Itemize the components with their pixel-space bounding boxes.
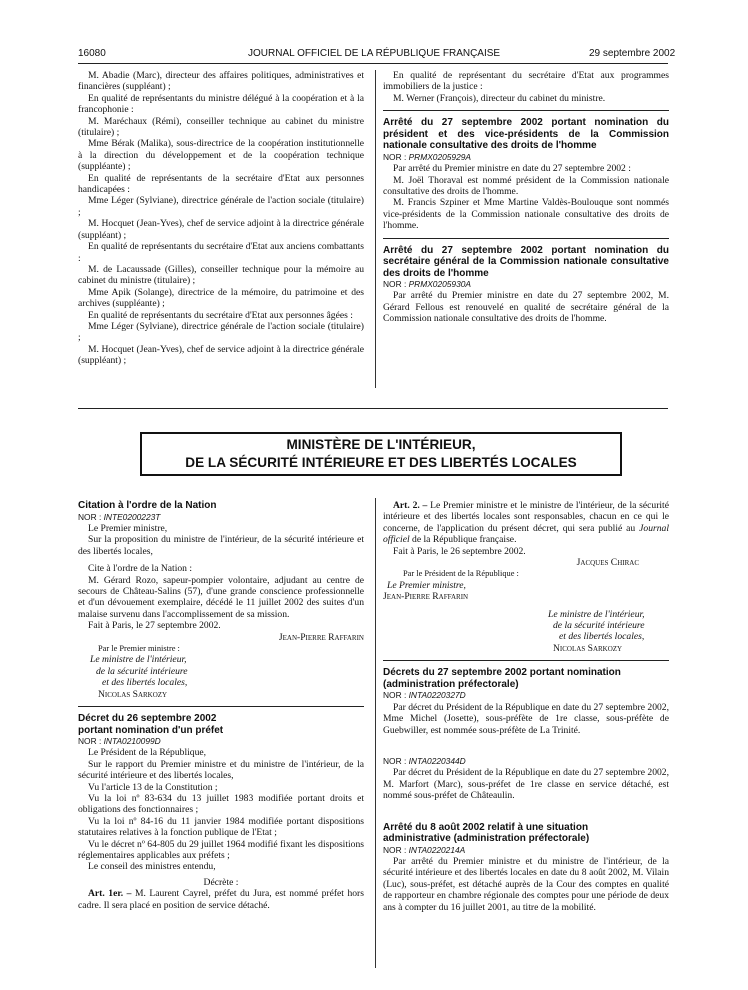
paragraph: M. de Lacaussade (Gilles), conseiller technique pour la mémoire au cabinet du ministre (titulaire) ; xyxy=(78,263,364,287)
signature-role: Le Premier ministre, xyxy=(387,579,466,591)
paragraph: En qualité de représentants du secrétaire d'Etat aux anciens combattants : xyxy=(78,241,364,264)
nor-reference: NOR : PRMX0205929A xyxy=(383,151,471,162)
signature-role: de la sécurité intérieure xyxy=(553,620,645,632)
signature-intro: Par le Président de la République : xyxy=(403,569,519,579)
section-rule xyxy=(383,660,669,661)
paragraph: Vu la loi nº 84-16 du 11 janvier 1984 modifiée portant dispositions statutaires relatives à la fonction publique de l'Etat ; xyxy=(78,815,364,839)
ministry-line-2: DE LA SÉCURITÉ INTÉRIEURE ET DES LIBERTÉS LOCALES xyxy=(185,455,577,470)
signature-role: Le ministre de l'intérieur, xyxy=(90,654,187,666)
page-number: 16080 xyxy=(78,48,106,59)
signatory: Nicolas Sarkozy xyxy=(98,688,168,700)
paragraph: M. Gérard Rozo, sapeur-pompier volontaire, adjudant au centre de secours de Château-Salins (57), d'une grande conscience professionnelle et d'un dévouement exemplaire, décédé le 11 juillet 2002 des suites d'un malaise survenu dans l'accomplissement de sa mission. xyxy=(78,574,364,620)
section-rule xyxy=(78,706,364,707)
paragraph: M. Hocquet (Jean-Yves), chef de service adjoint à la directrice générale (suppléant) ; xyxy=(78,218,364,241)
signatory: Jean-Pierre Raffarin xyxy=(383,591,469,603)
article-2: Art. 2. – Le Premier ministre et le ministre de l'intérieur, de la sécurité intérieure et des libertés locales sont responsables, chacun en ce qui le concerne, de l'application du présent décret, qui sera publié au Journal officiel de la République française. xyxy=(383,500,669,546)
paragraph: Le Premier ministre, xyxy=(88,522,168,534)
paragraph: Sur la proposition du ministre de l'intérieur, de la sécurité intérieure et des libertés locales, xyxy=(78,534,364,557)
top-right-column xyxy=(383,70,669,325)
header-rule xyxy=(78,63,668,64)
paragraph: M. Werner (François), directeur du cabinet du ministre. xyxy=(393,92,606,104)
paragraph: M. Francis Szpiner et Mme Martine Valdès-Boulouque sont nommés vice-présidents de la Commission nationale consultative des droits de l'homme. xyxy=(383,197,669,232)
nor-reference: NOR : INTA0220344D xyxy=(383,755,466,766)
paragraph: Par arrêté du Premier ministre en date du 27 septembre 2002 : xyxy=(393,163,631,175)
section-rule xyxy=(383,110,669,111)
arrete-title: administrative (administration préfectorale) xyxy=(383,833,590,845)
paragraph: Fait à Paris, le 26 septembre 2002. xyxy=(393,545,526,557)
paragraph: M. Joël Thoraval est nommé président de la Commission nationale consultative des droits de l'homme. xyxy=(383,174,669,197)
signatory: Nicolas Sarkozy xyxy=(553,642,623,654)
decret-title: Décret du 26 septembre 2002 xyxy=(78,713,217,724)
paragraph: En qualité de représentants du ministre délégué à la coopération et à la francophonie : xyxy=(78,92,364,116)
paragraph: Vu la loi nº 83-634 du 13 juillet 1983 modifiée portant droits et obligations des fonctionnaires ; xyxy=(78,793,364,816)
top-left-column xyxy=(78,70,364,367)
signature-role: et des libertés locales, xyxy=(102,677,188,689)
signature-intro: Par le Premier ministre : xyxy=(98,643,180,653)
article-1: Art. 1er. – M. Laurent Cayrel, préfet du Jura, est nommé préfet hors cadre. Il sera placé en position de service détaché. xyxy=(78,888,364,911)
section-rule xyxy=(78,408,668,409)
column-divider xyxy=(375,70,376,388)
paragraph: Mme Léger (Sylviane), directrice générale de l'action sociale (titulaire) ; xyxy=(78,195,364,218)
nor-reference: NOR : INTA0220327D xyxy=(383,690,466,701)
paragraph: M. Hocquet (Jean-Yves), chef de service adjoint à la directrice générale (suppléant) ; xyxy=(78,343,364,367)
nor-reference: NOR : INTE0200223T xyxy=(78,511,161,522)
paragraph: Vu l'article 13 de la Constitution ; xyxy=(88,781,218,793)
arrete-title: Arrêté du 8 août 2002 relatif à une situation xyxy=(383,821,589,833)
signatory: Jacques Chirac xyxy=(576,557,639,569)
signature-role: Le ministre de l'intérieur, xyxy=(548,608,645,620)
signature-role: et des libertés locales, xyxy=(559,631,645,643)
bottom-right-column xyxy=(383,500,669,913)
decret-title: portant nomination d'un préfet xyxy=(78,724,224,736)
decrets-title: Décrets du 27 septembre 2002 portant nomination xyxy=(383,667,621,679)
paragraph: Par décret du Président de la République en date du 27 septembre 2002, M. Marfort (Marc), sous-préfet de 1re classe en service détaché, est nommé sous-préfet de Châteaulin. xyxy=(383,767,669,802)
journal-title: JOURNAL OFFICIEL DE LA RÉPUBLIQUE FRANÇAISE xyxy=(248,48,501,59)
paragraph: Fait à Paris, le 27 septembre 2002. xyxy=(88,620,221,632)
paragraph: Vu le décret nº 64-805 du 29 juillet 1964 modifié fixant les dispositions réglementaires applicables aux préfets ; xyxy=(78,838,364,862)
ministry-line-1: MINISTÈRE DE L'INTÉRIEUR, xyxy=(286,437,476,452)
paragraph: M. Maréchaux (Rémi), conseiller technique au cabinet du ministre (titulaire) ; xyxy=(78,115,364,139)
paragraph: Mme Léger (Sylviane), directrice générale de l'action sociale (titulaire) ; xyxy=(78,320,364,344)
page-header xyxy=(0,48,748,62)
paragraph: Par arrêté du Premier ministre en date du 27 septembre 2002, M. Gérard Fellous est renouvelé en qualité de secrétaire général de la Commission nationale consultative des droits de l'homme. xyxy=(383,290,669,325)
paragraph: En qualité de représentant du secrétaire d'Etat aux programmes immobiliers de la justice : xyxy=(383,70,669,93)
section-rule xyxy=(383,238,669,239)
signature-role: de la sécurité intérieure xyxy=(96,665,188,677)
ministry-banner xyxy=(140,432,622,476)
header-date: 29 septembre 2002 xyxy=(589,48,676,59)
signatory: Jean-Pierre Raffarin xyxy=(278,631,364,643)
paragraph: Cite à l'ordre de la Nation : xyxy=(88,563,193,575)
paragraph: En qualité de représentants de la secrétaire d'Etat aux personnes handicapées : xyxy=(78,172,364,196)
paragraph: Par décret du Président de la République en date du 27 septembre 2002, Mme Michel (Josette), sous-préfète de 1re classe, sous-préfète de Guebwiller, est nommée sous-préfète de La Trinité. xyxy=(383,701,669,736)
paragraph: Mme Bérak (Malika), sous-directrice de la coopération institutionnelle à la direction du développement et de la coopération technique (suppléante) ; xyxy=(78,138,364,173)
nor-reference: NOR : INTA0220214A xyxy=(383,844,466,855)
arrete-title: Arrêté du 27 septembre 2002 portant nomination du président et des vice-présidents de la Commission nationale consultative des droits de l'homme xyxy=(383,117,669,152)
column-divider xyxy=(375,498,376,968)
bottom-left-column xyxy=(78,500,364,911)
paragraph: Par arrêté du Premier ministre et du ministre de l'intérieur, de la sécurité intérieure et des libertés locales en date du 8 août 2002, M. Vilain (Luc), sous-préfet, est détaché auprès de la Cour des comptes en qualité de rapporteur en chambre régionale des comptes pour une période de deux ans à compter du 16 juillet 2001, au titre de la mobilité. xyxy=(383,855,669,913)
paragraph: Mme Apik (Solange), directrice de la mémoire, du patrimoine et des archives (suppléante) ; xyxy=(78,286,364,310)
nor-reference: NOR : INTA0210099D xyxy=(78,736,161,746)
paragraph: En qualité de représentants du secrétaire d'Etat aux personnes âgées : xyxy=(88,309,353,321)
paragraph: Sur le rapport du Premier ministre et du ministre de l'intérieur, de la sécurité intérieure et des libertés locales, xyxy=(78,758,364,782)
decrets-title: (administration préfectorale) xyxy=(383,678,519,690)
arrete-title: Arrêté du 27 septembre 2002 portant nomination du secrétaire général de la Commission nationale consultative des droits de l'homme xyxy=(383,244,669,279)
paragraph: M. Abadie (Marc), directeur des affaires politiques, administratives et financières (suppléant) ; xyxy=(78,70,364,93)
citation-title: Citation à l'ordre de la Nation xyxy=(78,500,217,511)
paragraph: Le Président de la République, xyxy=(88,747,207,759)
decrete-heading: Décrète : xyxy=(203,876,239,888)
nor-reference: NOR : PRMX0205930A xyxy=(383,279,471,290)
paragraph: Le conseil des ministres entendu, xyxy=(88,861,216,873)
